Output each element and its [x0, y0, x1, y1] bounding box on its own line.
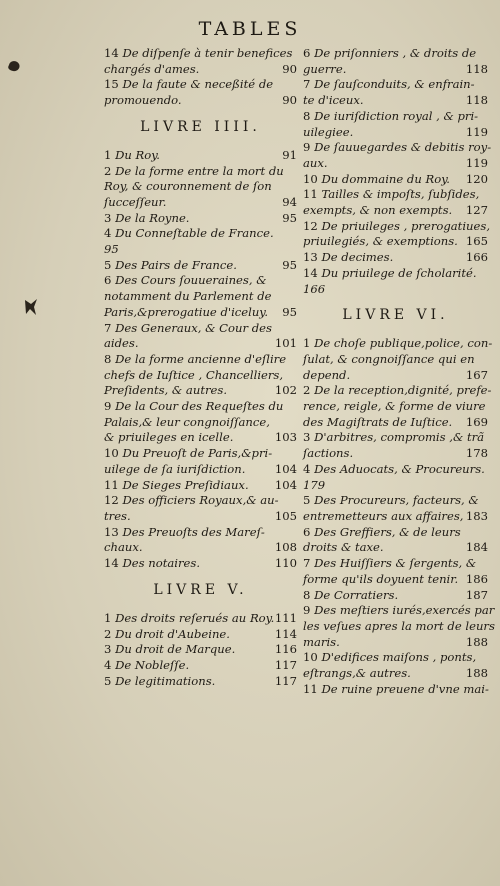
entry-line [104, 179, 297, 195]
entry-title: guerre. [303, 61, 347, 76]
entry-title: De choſe publique,police, con- [314, 336, 493, 351]
entry-line [303, 62, 488, 78]
entry-title: uilege de ſa iuriſdiction. [104, 461, 246, 476]
entry-title: Du droit d'Aubeine. [115, 626, 230, 641]
entry-title: tres. [104, 508, 131, 523]
entry-title: uilegiee. [303, 124, 354, 139]
entry-number: 5 [104, 257, 112, 272]
entry-line [303, 478, 488, 494]
entry-title: De la forme entre la mort du [115, 163, 284, 178]
toc-entry [303, 46, 488, 77]
entry-number: 14 [104, 556, 119, 571]
page-number: 187 [465, 587, 488, 602]
entry-title: De diſpenſe à tenir benefices [122, 46, 293, 60]
toc-entry [303, 682, 488, 698]
entry-line [104, 658, 297, 674]
entry-number: 3 [104, 210, 112, 225]
entry-line [303, 635, 488, 651]
page-number: 184 [465, 540, 488, 555]
entry-title: eſtrangs,& autres. [303, 666, 411, 681]
page-number: 166 [465, 250, 488, 265]
entry-number: 10 [104, 446, 119, 461]
toc-entry [104, 352, 297, 399]
entry-line [303, 234, 488, 250]
entry-title: De priſonniers , & droits de [314, 46, 477, 60]
entry-number: 4 [303, 461, 311, 476]
entry-number: 7 [303, 556, 311, 571]
entry-line [104, 195, 297, 211]
toc-entry [104, 642, 297, 658]
entry-line [104, 289, 297, 305]
entry-title: Preſidents, & autres. [104, 383, 228, 398]
entry-line [303, 172, 488, 188]
entry-number: 5 [104, 673, 112, 688]
entry-title: chaux. [104, 540, 143, 555]
entry-number: 8 [104, 351, 112, 366]
entry-title: notamment du Parlement de [104, 289, 272, 304]
page-number: 183 [465, 508, 488, 523]
entry-title: Des notaires. [122, 556, 201, 571]
entry-title: chargés d'ames. [104, 61, 200, 76]
entry-line [303, 383, 492, 399]
toc-entry [104, 627, 297, 643]
entry-title: Palais,& leur congnoiſſance, [104, 414, 270, 429]
entry-title: Du Roy. [115, 147, 160, 162]
entry-line [303, 93, 488, 109]
toc-entry [104, 77, 297, 108]
entry-number: 7 [303, 77, 311, 92]
page-number: 167 [465, 367, 488, 382]
toc-entry [104, 611, 297, 627]
entry-number: 4 [104, 226, 112, 241]
entry-number: 3 [303, 430, 311, 445]
entry-line [104, 556, 297, 572]
entry-line [104, 368, 297, 384]
page-number: 104 [274, 461, 297, 476]
page-number: 95 [282, 304, 297, 319]
entry-title: Du Preuoſt de Paris,&pri- [122, 446, 273, 461]
toc-entry [104, 148, 297, 164]
entry-title: De iuriſdiction royal , & pri- [314, 108, 479, 123]
toc-entry [104, 478, 297, 494]
page-number: 108 [274, 540, 297, 555]
entry-number: 1 [104, 610, 112, 625]
entry-title: De la reception,dignité, prefe- [314, 383, 492, 398]
toc-entry [303, 430, 488, 461]
entry-title: aux. [303, 155, 328, 170]
page-number: 118 [465, 61, 488, 76]
toc-entry [104, 258, 297, 274]
entry-number: 11 [303, 681, 318, 696]
entry-number: 14 [104, 46, 119, 60]
page-number: 94 [282, 194, 297, 209]
entry-title: te d'iceux. [303, 93, 364, 108]
entry-title: ſulat, & congnoiſſance qui en [303, 351, 475, 366]
entry-title: Des officiers Royaux,& au- [122, 493, 279, 508]
toc-entry [104, 399, 297, 446]
entry-title: De ſauſconduits, & enfrain- [314, 77, 475, 92]
entry-line [104, 77, 297, 93]
entry-title: Des Greffiers, & de leurs [314, 524, 461, 539]
entry-line [303, 282, 488, 298]
entry-line [104, 93, 297, 109]
entry-line [104, 46, 297, 62]
page-number: 117 [274, 657, 297, 672]
entry-title: Du dommaine du Roy. [321, 171, 450, 186]
entry-line [104, 305, 297, 321]
toc-entry [303, 603, 495, 650]
entry-line [303, 266, 488, 282]
entry-title: maris. [303, 634, 340, 649]
page-number: 90 [282, 93, 297, 108]
entry-line [104, 336, 297, 352]
entry-title: ſactions. [303, 446, 354, 461]
entry-line [303, 336, 493, 352]
entry-line [303, 109, 488, 125]
book-heading: LIVRE V. [153, 581, 248, 598]
entry-line [303, 572, 488, 588]
toc-entry [104, 525, 297, 556]
toc-entry [104, 46, 297, 77]
entry-title: 166 [303, 281, 326, 296]
entry-line [104, 211, 297, 227]
entry-number: 12 [303, 218, 318, 233]
toc-entry [104, 273, 297, 320]
entry-title: 95 [104, 242, 119, 257]
page-number: 104 [274, 477, 297, 492]
entry-number: 2 [303, 383, 311, 398]
entry-title: Des droits reſerués au Roy. [115, 610, 275, 625]
book-heading: LIVRE VI. [342, 307, 449, 324]
page-number: 95 [282, 257, 297, 272]
entry-number: 9 [303, 140, 311, 155]
toc-entry [104, 211, 297, 227]
entry-number: 2 [104, 163, 112, 178]
entry-line [303, 352, 488, 368]
entry-line [104, 164, 297, 180]
entry-number: 15 [104, 77, 119, 92]
entry-title: forme qu'ils doyuent tenir. [303, 571, 459, 586]
entry-line [303, 666, 488, 682]
entry-title: De ruine preuene d'vne mai- [321, 681, 489, 696]
entry-line [104, 611, 297, 627]
entry-number: 6 [104, 273, 112, 288]
entry-title: De Nobleſſe. [115, 657, 190, 672]
entry-title: Du droit de Marque. [115, 642, 236, 657]
entry-title: De decimes. [321, 250, 394, 265]
entry-number: 14 [303, 265, 318, 280]
page-number: 178 [465, 446, 488, 461]
page-number: 103 [274, 430, 297, 445]
entry-line [303, 588, 488, 604]
toc-entry [303, 187, 488, 218]
toc-entry [303, 77, 488, 108]
entry-line [303, 415, 488, 431]
page-title: TABLES [198, 18, 302, 40]
entry-line [104, 321, 297, 337]
toc-entry [104, 164, 297, 211]
page-number: 91 [282, 147, 297, 162]
page-number: 119 [465, 124, 488, 139]
entry-line [104, 430, 297, 446]
page-number: 110 [274, 556, 297, 571]
entry-line [104, 383, 297, 399]
entry-line [303, 556, 488, 572]
entry-title: Des Cours ſouueraines, & [115, 273, 267, 288]
entry-line [104, 242, 297, 258]
page-number: 186 [465, 571, 488, 586]
page-number: 105 [274, 508, 297, 523]
toc-entry [303, 556, 488, 587]
entry-line [303, 682, 488, 698]
book-heading: LIVRE IIII. [140, 118, 261, 135]
entry-title: des Magiſtrats de Iuſtice. [303, 414, 453, 429]
entry-title: Paris,&prerogatiue d'iceluy. [104, 304, 268, 319]
toc-entry [303, 336, 493, 383]
entry-title: depend. [303, 367, 351, 382]
entry-line [303, 446, 488, 462]
page-number: 102 [274, 383, 297, 398]
entry-line [303, 509, 488, 525]
entry-number: 10 [303, 171, 318, 186]
page-number: 118 [465, 93, 488, 108]
entry-title: De la forme ancienne d'eſlire [115, 351, 287, 366]
entry-line [104, 62, 297, 78]
toc-entry [303, 462, 488, 493]
entry-line [303, 525, 488, 541]
entry-number: 3 [104, 642, 112, 657]
entry-title: les veſues apres la mort de leurs [303, 618, 495, 633]
entry-number: 1 [104, 147, 112, 162]
entry-number: 8 [303, 587, 311, 602]
entry-line [303, 250, 488, 266]
entry-title: D'arbitres, compromis ,& trã [314, 430, 485, 445]
entry-line [303, 203, 488, 219]
toc-entry [303, 218, 491, 250]
entry-title: 179 [303, 477, 326, 492]
entry-line [104, 509, 297, 525]
entry-title: & priuileges en icelle. [104, 430, 234, 445]
entry-line [104, 446, 297, 462]
entry-number: 6 [303, 46, 311, 60]
entry-line [303, 156, 488, 172]
entry-title: De priuileges , prerogatiues, [321, 218, 491, 233]
entry-number: 8 [303, 108, 311, 123]
page-number: 95 [282, 210, 297, 225]
entry-line [104, 493, 297, 509]
toc-entry [303, 266, 488, 297]
entry-line [104, 352, 297, 368]
entry-title: De Corratiers. [314, 587, 399, 602]
entry-number: 13 [303, 250, 318, 265]
entry-line [104, 226, 297, 242]
toc-entry [104, 556, 297, 572]
entry-line [104, 462, 297, 478]
entry-title: entremetteurs aux affaires, [303, 508, 464, 523]
entry-title: Des Procureurs, facteurs, & [314, 493, 479, 508]
entry-line [104, 540, 297, 556]
entry-number: 11 [303, 187, 318, 202]
page-number: 117 [274, 673, 297, 688]
entry-title: D'edifices maiſons , ponts, [321, 650, 477, 665]
entry-line [303, 493, 488, 509]
entry-number: 5 [303, 493, 311, 508]
entry-line [303, 540, 488, 556]
entry-line [303, 618, 495, 635]
entry-title: priuilegiés, & exemptions. [303, 234, 458, 249]
toc-entry [104, 446, 297, 477]
page-number: 127 [465, 203, 488, 218]
entry-title: aides. [104, 336, 139, 351]
entry-title: De la faute & neceßité de [122, 77, 274, 92]
page-number: 188 [465, 634, 488, 649]
toc-entry [303, 383, 492, 430]
entry-line [303, 430, 488, 446]
ink-blot-mark [22, 296, 40, 318]
right-column [303, 46, 495, 697]
page-number: 111 [274, 610, 297, 625]
toc-entry [303, 109, 488, 140]
page-number: 116 [274, 642, 297, 657]
toc-entry [303, 172, 488, 188]
page-number: 101 [274, 336, 297, 351]
entry-line [303, 218, 491, 235]
entry-line [303, 603, 495, 619]
entry-title: droits & taxe. [303, 540, 384, 555]
toc-entry [104, 493, 297, 524]
entry-title: Des Generaux, & Cour des [115, 320, 272, 335]
page-number: 188 [465, 666, 488, 681]
entry-line [104, 273, 297, 289]
entry-line [104, 399, 297, 415]
entry-line [104, 415, 297, 431]
page-number: 90 [282, 61, 297, 76]
entry-line [104, 525, 297, 541]
entry-line [303, 650, 488, 666]
entry-title: chefs de Iuſtice , Chancelliers, [104, 367, 284, 382]
entry-number: 9 [104, 399, 112, 414]
page-number: 114 [274, 626, 297, 641]
entry-number: 13 [104, 524, 119, 539]
entry-title: exempts, & non exempts. [303, 203, 453, 218]
toc-entry [104, 658, 297, 674]
page-number: 119 [465, 155, 488, 170]
entry-line [303, 77, 488, 93]
entry-title: rence, reigle, & forme de viure [303, 399, 486, 414]
entry-number: 2 [104, 626, 112, 641]
entry-line [303, 125, 488, 141]
left-column [104, 46, 297, 689]
toc-entry [104, 226, 297, 257]
entry-number: 7 [104, 320, 112, 335]
entry-title: ſucceſſeur. [104, 194, 167, 209]
entry-number: 6 [303, 524, 311, 539]
toc-entry [303, 525, 488, 556]
toc-entry [303, 250, 488, 266]
entry-title: Des Huiſſiers & ſergents, & [314, 556, 477, 571]
entry-title: De Sieges Preſidiaux. [122, 477, 249, 492]
page-number: 165 [465, 234, 488, 249]
entry-title: Du Conneſtable de France. [115, 226, 274, 241]
entry-number: 12 [104, 493, 119, 508]
entry-title: De la Cour des Requeſtes du [115, 399, 284, 414]
toc-entry [104, 674, 297, 690]
toc-entry [303, 650, 488, 681]
toc-entry [303, 140, 492, 171]
entry-line [303, 368, 488, 384]
entry-title: De ſauuegardes & debitis roy- [314, 140, 492, 155]
entry-title: Des Pairs de France. [115, 257, 237, 272]
toc-entry [303, 493, 488, 524]
toc-entry [303, 588, 488, 604]
entry-title: De legitimations. [115, 673, 216, 688]
entry-line [303, 399, 488, 415]
entry-number: 9 [303, 603, 311, 618]
entry-line [303, 187, 488, 203]
entry-line [104, 674, 297, 690]
entry-title: Des Aduocats, & Procureurs. [314, 461, 485, 476]
entry-title: promouendo. [104, 93, 182, 108]
entry-number: 10 [303, 650, 318, 665]
entry-title: Tailles & impoſts, ſubſides, [321, 187, 480, 202]
entry-title: De la Royne. [115, 210, 190, 225]
entry-line [303, 140, 492, 156]
entry-number: 1 [303, 336, 311, 351]
page-number: 120 [465, 171, 488, 186]
page-number: 169 [465, 414, 488, 429]
entry-title: Roy, & couronnement de ſon [104, 179, 272, 194]
entry-line [303, 46, 488, 62]
entry-number: 11 [104, 477, 119, 492]
entry-title: Des Preuoſts des Mareſ- [122, 524, 265, 539]
entry-line [104, 148, 297, 164]
entry-line [104, 258, 297, 274]
entry-line [104, 627, 297, 643]
entry-number: 4 [104, 657, 112, 672]
entry-line [104, 478, 297, 494]
entry-line [104, 642, 297, 658]
entry-line [303, 462, 488, 478]
toc-entry [104, 321, 297, 352]
ink-blot-mark [4, 56, 24, 76]
entry-title: Des meſtiers iurés,exercés par [314, 603, 495, 618]
entry-title: Du priuilege de ſcholarité. [321, 265, 477, 280]
